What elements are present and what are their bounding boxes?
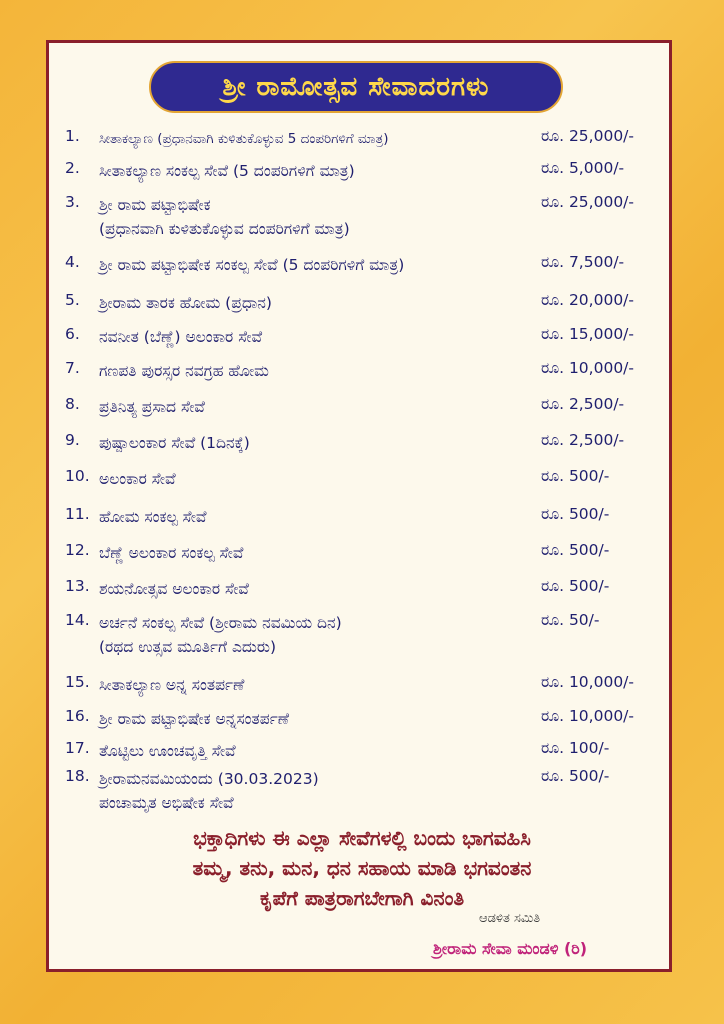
seva-description: [99, 707, 539, 731]
seva-number: 16.: [65, 707, 90, 725]
seva-description-line-2: (ಪ್ರಧಾನವಾಗಿ ಕುಳಿತುಕೊಳ್ಳುವ ದಂಪರಿಗಳಿಗೆ ಮಾತ್ರ): [99, 220, 350, 238]
seva-amount: ರೂ. 20,000/-: [541, 291, 634, 309]
seva-number: 15.: [65, 673, 90, 691]
seva-number: 13.: [65, 577, 90, 595]
appeal-line-1: ಭಕ್ತಾಧಿಗಳು ಈ ಎಲ್ಲಾ ಸೇವೆಗಳಲ್ಲಿ ಬಂದು ಭಾಗವಹಿಸಿ: [193, 826, 531, 850]
seva-amount: ರೂ. 5,000/-: [541, 159, 625, 177]
seva-amount: ರೂ. 500/-: [541, 505, 610, 523]
seva-description-line: ಸೀತಾಕಲ್ಯಾಣ ಅನ್ನ ಸಂತರ್ಪಣೆ: [99, 676, 245, 694]
seva-description-line: ಪುಷ್ಪಾಲಂಕಾರ ಸೇವೆ (1ದಿನಕ್ಕೆ): [99, 434, 250, 452]
seva-description: [99, 193, 539, 241]
seva-description-line-2: ಪಂಚಾಮೃತ ಅಭಿಷೇಕ ಸೇವೆ: [99, 794, 234, 812]
seva-description-line: ಶ್ರೀ ರಾಮ ಪಟ್ಟಾಭಿಷೇಕ: [99, 196, 211, 214]
seva-description: [99, 467, 539, 491]
seva-number: 12.: [65, 541, 90, 559]
seva-description-line: ಶ್ರೀ ರಾಮ ಪಟ್ಟಾಭಿಷೇಕ ಅನ್ನಸಂತರ್ಪಣೆ: [99, 710, 290, 728]
seva-number: 14.: [65, 611, 90, 629]
seva-description: [99, 253, 539, 277]
seva-amount: ರೂ. 7,500/-: [541, 253, 625, 271]
seva-description-line: ಶ್ರೀರಾಮ ತಾರಕ ಹೋಮ (ಪ್ರಧಾನ): [99, 294, 272, 312]
seva-description: [99, 505, 539, 529]
seva-amount: ರೂ. 100/-: [541, 739, 610, 757]
seva-number: 6.: [65, 325, 80, 343]
seva-number: 9.: [65, 431, 80, 449]
seva-number: 7.: [65, 359, 80, 377]
seva-amount: ರೂ. 10,000/-: [541, 673, 634, 691]
seva-description: [99, 739, 539, 763]
seva-description: [99, 127, 539, 151]
seva-description: [99, 431, 539, 455]
seva-description: [99, 673, 539, 697]
seva-description: [99, 159, 539, 183]
seva-amount: ರೂ. 500/-: [541, 467, 610, 485]
seva-description: [99, 359, 539, 383]
appeal-line-2: ತಮ್ಮ, ತನು, ಮನ, ಧನ ಸಹಾಯ ಮಾಡಿ ಭಗವಂತನ: [192, 856, 532, 880]
seva-number: 1.: [65, 127, 80, 145]
seva-amount: ರೂ. 500/-: [541, 541, 610, 559]
seva-description: [99, 541, 539, 565]
seva-number: 4.: [65, 253, 80, 271]
seva-number: 10.: [65, 467, 90, 485]
seva-number: 8.: [65, 395, 80, 413]
seva-description-line: ಪ್ರತಿನಿತ್ಯ ಪ್ರಸಾದ ಸೇವೆ: [99, 398, 205, 416]
seva-description-line: ಶ್ರೀ ರಾಮ ಪಟ್ಟಾಭಿಷೇಕ ಸಂಕಲ್ಪ ಸೇವೆ (5 ದಂಪರಿಗಳಿಗೆ ಮಾತ್ರ): [99, 256, 405, 274]
seva-description-line: ಸೀತಾಕಲ್ಯಾಣ (ಪ್ರಧಾನವಾಗಿ ಕುಳಿತುಕೊಳ್ಳುವ 5 ದಂಪರಿಗಳಿಗೆ ಮಾತ್ರ): [99, 131, 389, 147]
seva-description-line: ಶಯನೋತ್ಸವ ಅಲಂಕಾರ ಸೇವೆ: [99, 580, 249, 598]
seva-number: 3.: [65, 193, 80, 211]
organization-name: ಶ್ರೀರಾಮ ಸೇವಾ ಮಂಡಳಿ (ರಿ): [433, 939, 588, 958]
seva-amount: ರೂ. 25,000/-: [541, 127, 634, 145]
seva-description-line: ತೊಟ್ಟಿಲು ಊಂಚವೃತ್ತಿ ಸೇವೆ: [99, 742, 236, 760]
seva-amount: ರೂ. 15,000/-: [541, 325, 634, 343]
committee-label: ಆಡಳಿತ ಸಮಿತಿ: [479, 911, 541, 926]
seva-description-line: ಹೋಮ ಸಂಕಲ್ಪ ಸೇವೆ: [99, 508, 207, 526]
seva-description-line: ಅರ್ಚನೆ ಸಂಕಲ್ಪ ಸೇವೆ (ಶ್ರೀರಾಮ ನವಮಿಯ ದಿನ): [99, 614, 342, 632]
seva-number: 11.: [65, 505, 90, 523]
seva-amount: ರೂ. 25,000/-: [541, 193, 634, 211]
seva-description: [99, 577, 539, 601]
seva-description-line: ಸೀತಾಕಲ್ಯಾಣ ಸಂಕಲ್ಪ ಸೇವೆ (5 ದಂಪರಿಗಳಿಗೆ ಮಾತ್ರ): [99, 162, 355, 180]
seva-amount: ರೂ. 50/-: [541, 611, 600, 629]
seva-amount: ರೂ. 500/-: [541, 767, 610, 785]
seva-rates-card: [46, 40, 672, 972]
seva-description-line-2: (ರಥದ ಉತ್ಸವ ಮೂರ್ತಿಗೆ ಎದುರು): [99, 638, 277, 656]
page-title: ಶ್ರೀ ರಾಮೋತ್ಸವ ಸೇವಾದರಗಳು: [149, 61, 563, 113]
seva-description-line: ನವನೀತ (ಬೆಣ್ಣೆ) ಅಲಂಕಾರ ಸೇವೆ: [99, 328, 263, 346]
seva-number: 18.: [65, 767, 90, 785]
seva-description: [99, 611, 539, 659]
seva-description: [99, 325, 539, 349]
seva-amount: ರೂ. 10,000/-: [541, 359, 634, 377]
seva-amount: ರೂ. 2,500/-: [541, 395, 625, 413]
seva-description-line: ಅಲಂಕಾರ ಸೇವೆ: [99, 470, 176, 488]
seva-description-line: ಬೆಣ್ಣೆ ಅಲಂಕಾರ ಸಂಕಲ್ಪ ಸೇವೆ: [99, 544, 244, 562]
appeal-line-3: ಕೃಪೆಗೆ ಪಾತ್ರರಾಗಬೇಗಾಗಿ ವಿನಂತಿ: [259, 886, 465, 910]
seva-description: [99, 395, 539, 419]
seva-number: 17.: [65, 739, 90, 757]
seva-amount: ರೂ. 2,500/-: [541, 431, 625, 449]
seva-description-line: ಶ್ರೀರಾಮನವಮಿಯಂದು (30.03.2023): [99, 770, 319, 788]
seva-number: 5.: [65, 291, 80, 309]
seva-description: [99, 767, 539, 815]
seva-amount: ರೂ. 500/-: [541, 577, 610, 595]
seva-amount: ರೂ. 10,000/-: [541, 707, 634, 725]
seva-description: [99, 291, 539, 315]
seva-number: 2.: [65, 159, 80, 177]
seva-description-line: ಗಣಪತಿ ಪುರಸ್ಸರ ನವಗ್ರಹ ಹೋಮ: [99, 362, 269, 380]
